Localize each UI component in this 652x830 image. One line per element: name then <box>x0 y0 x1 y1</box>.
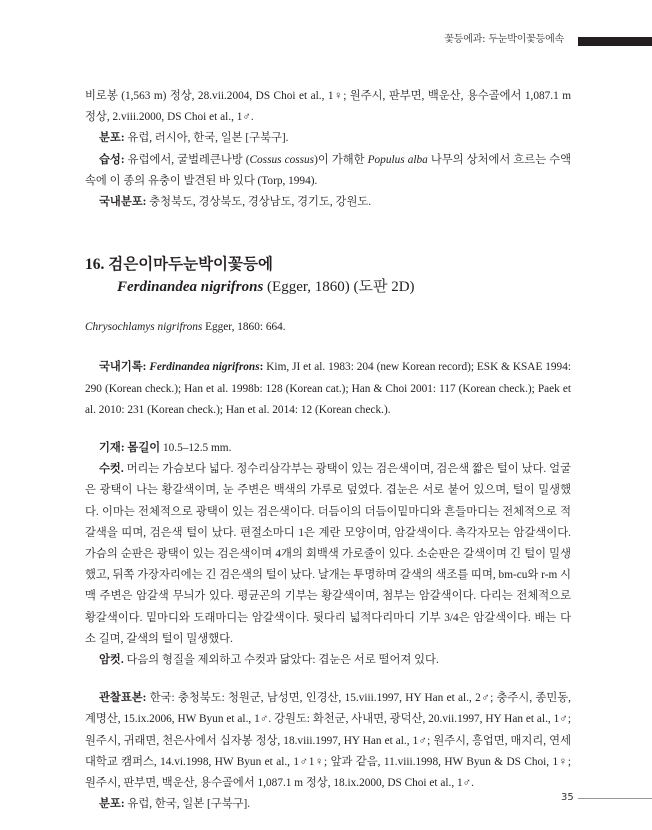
female-label: 암컷. <box>99 654 124 667</box>
dist-label: 분포: <box>99 798 125 811</box>
records-text: Kim, JI et al. 1983: 204 (new Korean record); ESK & KSAE 1994: 290 (Korean check.); Han et al. 1998b: 128 (Korean cat.); Han & Choi 2001: 117 (Korean check.); Paek et al. 2010: 231 (Korean check.); Han et al. 2014: 12 (Korean check.). <box>85 361 571 416</box>
male-text: 머리는 가슴보다 넓다. 정수리삼각부는 광택이 있는 검은색이며, 검은색 짧은 털이 났다. 얼굴은 광택이 나는 황갈색이며, 눈 주변은 백색의 가루로 덮였다. 겹눈은 서로 붙어 있으며, 털이 밀생했다. 이마는 전체적으로 광택이 있는 검은색이다. 더듬이의 더듬이밑마디와 흔들마디는 전체적으로 적갈색을 띠며, 검은색 털이 났다. 편절소마디 1은 계란 모양이며, 암갈색이다. 촉각자모는 암갈색이다. 가슴의 순판은 광택이 있는 검은색이며 4개의 회백색 가로줄이 있다. 소순판은 갈색이며 긴 털이 밀생했고, 뒤쪽 가장자리에는 긴 검은색의 털이 났다. 날개는 투명하며 갈색의 색조를 띠며, bm-cu와 r-m 시맥 주변은 암갈색 무늬가 있다. 평균곤의 기부는 황갈색이며, 첨부는 암갈색이다. 다리는 전체적으로 황갈색이다. 밑마디와 도래마디는 암갈색이다. 뒷다리 넓적다리마디 기부 3/4은 암갈색이다. 배는 다소 길며, 갈색의 털이 밀생했다. <box>85 463 571 645</box>
footer-line <box>578 798 652 799</box>
prev-habit-label: 습성: <box>99 153 125 166</box>
records-colon: : <box>259 361 264 374</box>
header-bar <box>578 37 652 46</box>
running-title: 꽃등에과: 두눈박이꽃등에속 <box>444 34 564 45</box>
desc-size: 10.5–12.5 mm. <box>160 442 232 455</box>
specimens-examined <box>85 688 571 794</box>
prev-dist-label: 분포: <box>99 132 125 145</box>
prev-habit-ital-b: Populus alba <box>367 153 428 166</box>
species-distribution <box>85 794 571 815</box>
korean-records <box>85 357 571 421</box>
female-description <box>85 650 571 671</box>
prev-kdist-label: 국내분포: <box>99 196 147 209</box>
page-number: 35 <box>561 792 574 803</box>
prev-habit-text-c: 나무의 상처에서 흐르는 수액 속에 이 종의 유충이 발견된 바 있다 (Torp, 1994). <box>85 153 571 187</box>
species-title: 16. 검은이마두눈박이꽃등에 <box>85 256 273 274</box>
prev-distribution <box>85 128 571 149</box>
male-label: 수컷. <box>99 463 124 476</box>
female-text: 다음의 형질을 제외하고 수컷과 닮았다: 겹눈은 서로 떨어져 있다. <box>123 654 439 667</box>
description-size <box>85 438 571 459</box>
prev-kdist-text: 충청북도, 경상북도, 경상남도, 경기도, 강원도. <box>146 196 372 209</box>
records-name: Ferdinandea nigrifrons <box>146 361 260 374</box>
species-authority: (Egger, 1860) (도판 2D) <box>263 279 415 296</box>
synonym-ref: Egger, 1860: 664. <box>202 321 286 334</box>
prev-habit-ital-a: Cossus cossus <box>249 153 315 166</box>
spec-text: 한국: 충청북도: 청원군, 남성면, 인경산, 15.viii.1997, HY Han et al., 2♂; 충주시, 종민동, 계명산, 15.ix.2006, HW Byun et al., 1♂. 강원도: 화천군, 사내면, 광덕산, 20.vii.1997, HY Han et al., 1♂; 원주시, 귀래면, 천은사에서 십자봉 정상, 18.viii.1997, HY Han et al., 1♂; 원주시, 흥업면, 매지리, 연세대학교 캠퍼스, 14.vi.1998, HW Byun et al., 1♂1♀; 앞과 같음, 11.viii.1998, HW Byun & DS Choi, 1♀; 원주시, 판부면, 백운산, 용수골에서 1,087.1 m 정상, 18.ix.2000, DS Choi et al., 1♂. <box>85 692 571 790</box>
species-subtitle <box>117 276 571 299</box>
spec-label: 관찰표본: <box>99 692 147 705</box>
desc-label: 기재: 몸길이 <box>99 442 161 455</box>
page-content <box>85 86 571 815</box>
species-sci-name: Ferdinandea nigrifrons <box>117 279 264 296</box>
synonym-line <box>85 317 571 338</box>
prev-korean-distribution <box>85 192 571 213</box>
dist-text: 유럽, 한국, 일본 [구북구]. <box>124 798 251 811</box>
prev-specimens: 비로봉 (1,563 m) 정상, 28.vii.2004, DS Choi et al., 1♀; 원주시, 판부면, 백운산, 용수골에서 1,087.1 m 정상, 2.viii.2000, DS Choi et al., 1♂. <box>85 90 571 124</box>
prev-habit-text-b: )이 가해한 <box>314 153 368 166</box>
records-label: 국내기록: <box>99 361 147 374</box>
prev-dist-text: 유럽, 러시아, 한국, 일본 [구북구]. <box>124 132 289 145</box>
prev-habit <box>85 150 571 192</box>
male-description <box>85 459 571 650</box>
synonym-name: Chrysochlamys nigrifrons <box>85 321 203 334</box>
prev-habit-text-a: 유럽에서, 굴벌레큰나방 ( <box>124 153 250 166</box>
